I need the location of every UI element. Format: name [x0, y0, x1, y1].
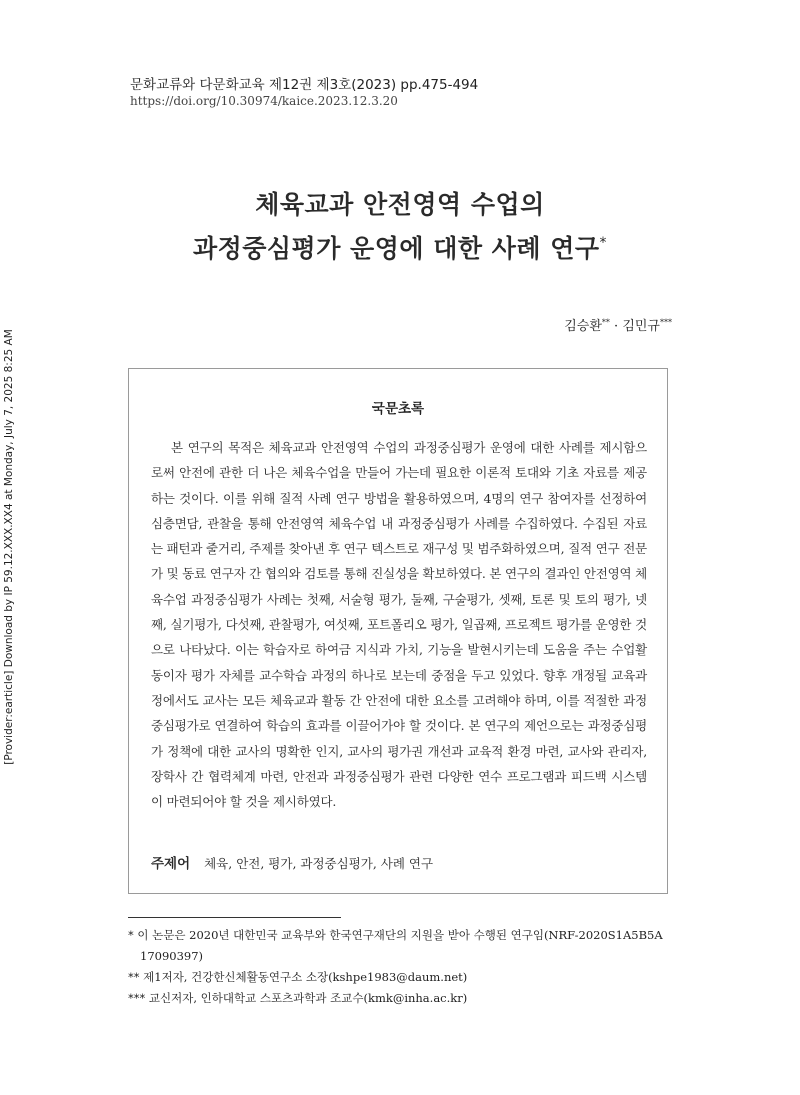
author-2-mark: *** [660, 318, 672, 327]
footnote-mark: ** [128, 970, 140, 984]
author-1-mark: ** [601, 318, 610, 327]
footnote-mark: * [128, 928, 134, 942]
footnote-corresponding-author [128, 988, 673, 1009]
paper-title-line-1: 체육교과 안전영역 수업의 [255, 190, 545, 219]
abstract-body: 본 연구의 목적은 체육교과 안전영역 수업의 과정중심평가 운영에 대한 사례를 제시함으로써 안전에 관한 더 나은 체육수업을 만들어 가는데 필요한 이론적 토대와 기초 자료를 제공하는 것이다. 이를 위해 질적 사례 연구 방법을 활용하였으며, 4명의 연구 참여자를 선정하여 심층면담, 관찰을 통해 안전영역 체육수업 내 과정중심평가 사례를 수집하였다. 수집된 자료는 패턴과 줄거리, 주제를 찾아낸 후 연구 텍스트로 재구성 및 범주화하였으며, 질적 연구 전문가 및 동료 연구자 간 협의와 검토를 통해 진실성을 확보하였다. 본 연구의 결과인 안전영역 체육수업 과정중심평가 사례는 첫째, 서술형 평가, 둘째, 구술평가, 셋째, 토론 및 토의 평가, 넷째, 실기평가, 다섯째, 관찰평가, 여섯째, 포트폴리오 평가, 일곱째, 프로젝트 평가를 운영한 것으로 나타났다. 이는 학습자로 하여금 지식과 가치, 기능을 발현시키는데 도움을 주는 수업활동이자 평가 자체를 교수학습 과정의 하나로 보는데 중점을 두고 있었다. 향후 개정될 교육과정에서도 교사는 모든 체육교과 활동 간 안전에 대한 요소를 고려해야 하며, 이를 적절한 과정중심평가로 연결하여 학습의 효과를 이끌어가야 할 것이다. 본 연구의 제언으로는 과정중심평가 정책에 대한 교사의 명확한 인지, 교사의 평가권 개선과 교육적 환경 마련, 교사와 관리자, 장학사 간 협력체계 마련, 안전과 과정중심평가 관련 다양한 연수 프로그램과 피드백 시스템이 마련되어야 할 것을 제시하였다. [151, 440, 647, 810]
footnote-first-author [128, 967, 673, 988]
download-stamp [0, 329, 18, 765]
author-separator: · [614, 319, 619, 334]
keywords-label: 주제어 [151, 856, 191, 872]
title-footnote-mark: * [599, 235, 608, 251]
footnote-mark: *** [128, 991, 146, 1005]
footnotes [128, 925, 673, 1009]
abstract-box [128, 368, 668, 894]
footnote-text-continued: 17090397) [140, 949, 204, 963]
abstract-heading: 국문초록 [371, 401, 425, 417]
keywords-line [151, 852, 433, 872]
journal-citation: 문화교류와 다문화교육 제12권 제3호(2023) pp.475-494 [130, 77, 479, 93]
keywords-list: 체육, 안전, 평가, 과정중심평가, 사례 연구 [204, 856, 434, 871]
author-1: 김승환 [564, 319, 602, 334]
footnote-funding [128, 925, 673, 967]
footnote-text: 제1저자, 건강한신체활동연구소 소장(kshpe1983@daum.net) [143, 970, 468, 984]
doi-link[interactable]: https://doi.org/10.30974/kaice.2023.12.3.20 [130, 94, 398, 108]
footnote-text: 이 논문은 2020년 대한민국 교육부와 한국연구재단의 지원을 받아 수행된 연구임(NRF-2020S1A5B5A [137, 928, 663, 942]
paper-title-line-2-text: 과정중심평가 운영에 대한 사례 연구 [192, 234, 600, 263]
paper-title-line-2 [0, 229, 800, 265]
footnote-divider [128, 917, 341, 918]
footnote-text: 교신저자, 인하대학교 스포츠과학과 조교수(kmk@inha.ac.kr) [148, 991, 468, 1005]
download-stamp-text: [Provider:earticle] Download by IP 59.12.XXX.XX4 at Monday, July 7, 2025 8:25 AM [3, 329, 15, 765]
author-list [564, 315, 672, 334]
author-2: 김민규 [622, 319, 660, 334]
